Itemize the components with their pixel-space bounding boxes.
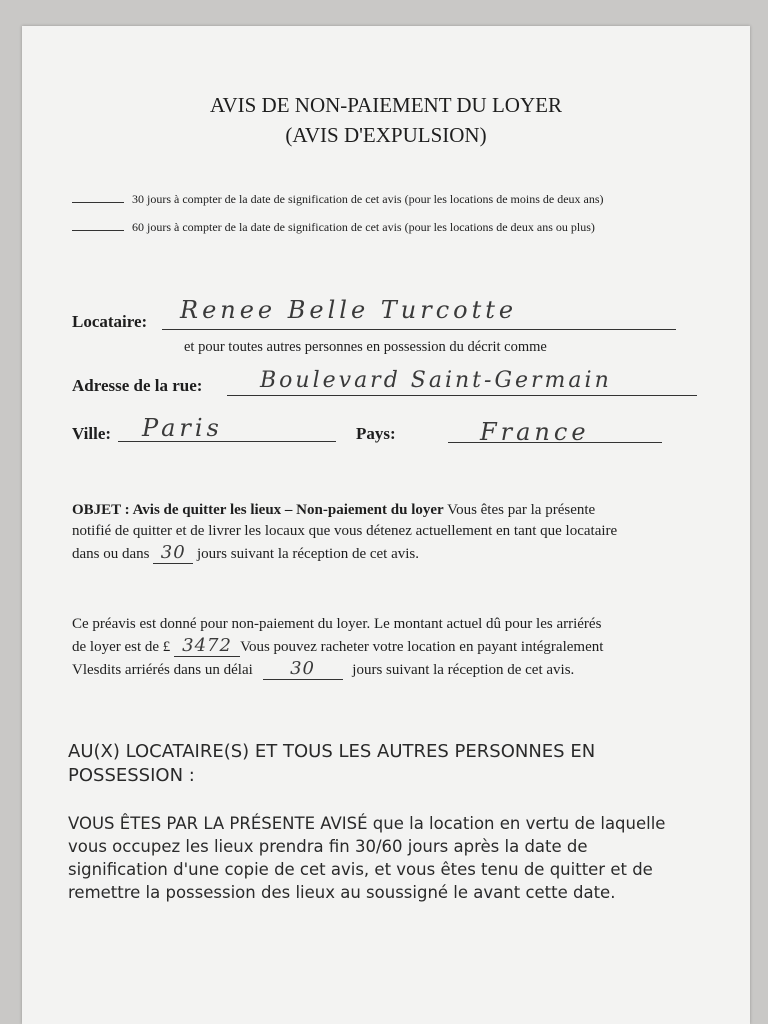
preavis-line1: Ce préavis est donné pour non-paiement du loyer. Le montant actuel dû pour les arriérés [72, 616, 602, 632]
adresse-underline [227, 394, 697, 396]
option-60-days [72, 220, 595, 235]
notice-body-line4: remettre la possession des lieux au soussigné le avant cette date. [68, 883, 616, 902]
locataire-label: Locataire: [72, 312, 148, 331]
objet-text3a: dans ou dans [72, 546, 150, 562]
preavis-amount-handwritten: 3472 [174, 635, 240, 657]
objet-days-handwritten: 30 [153, 542, 193, 564]
objet-text3b: jours suivant la réception de cet avis. [197, 546, 420, 562]
option-30-text: 30 jours à compter de la date de signification de cet avis (pour les locations de moins de deux ans) [132, 192, 604, 206]
preavis-days-handwritten: 30 [263, 658, 343, 680]
objet-text1: Vous êtes par la présente [443, 502, 596, 518]
notice-body [68, 812, 738, 904]
preavis-text2b: Vous pouvez racheter votre location en payant intégralement [240, 639, 604, 655]
objet-line2: notifié de quitter et de livrer les locaux que vous détenez actuellement en tant que locataire [72, 523, 618, 539]
option-30-days [72, 192, 604, 207]
preavis-paragraph [72, 614, 722, 681]
objet-paragraph [72, 500, 712, 565]
objet-line1 [72, 500, 712, 521]
document-title-line2: (AVIS D'EXPULSION) [285, 123, 487, 147]
option-30-blank [72, 202, 124, 203]
preavis-text2a: de loyer est de £ [72, 639, 171, 655]
ville-handwritten-value: Paris [142, 414, 223, 442]
ville-label: Ville: [72, 424, 112, 443]
notice-heading [68, 740, 728, 788]
option-60-text: 60 jours à compter de la date de signification de cet avis (pour les locations de deux ans ou plus) [132, 220, 595, 234]
locataire-handwritten-value: Renee Belle Turcotte [180, 296, 518, 324]
notice-body-line2: vous occupez les lieux prendra fin 30/60 jours après la date de [68, 837, 588, 856]
adresse-handwritten-value: Boulevard Saint-Germain [260, 368, 612, 393]
preavis-line3 [72, 658, 722, 681]
notice-heading-line1: AU(X) LOCATAIRE(S) ET TOUS LES AUTRES PERSONNES EN [68, 741, 596, 762]
objet-heading: OBJET : Avis de quitter les lieux – Non-paiement du loyer [72, 502, 444, 518]
adresse-label: Adresse de la rue: [72, 376, 203, 395]
preavis-text3a: Vlesdits arriérés dans un délai [72, 662, 253, 678]
pays-label: Pays: [356, 424, 396, 443]
document-title-line1: AVIS DE NON-PAIEMENT DU LOYER [210, 93, 562, 117]
option-60-blank [72, 230, 124, 231]
notice-body-line1: VOUS ÊTES PAR LA PRÉSENTE AVISÉ que la location en vertu de laquelle [68, 814, 666, 833]
document-page [22, 26, 750, 1024]
notice-body-line3: signification d'une copie de cet avis, et vous êtes tenu de quitter et de [68, 860, 653, 879]
preavis-line2 [72, 635, 722, 658]
preavis-text3b: jours suivant la réception de cet avis. [352, 662, 575, 678]
locataire-underline [162, 328, 676, 330]
pays-handwritten-value: France [480, 418, 590, 446]
notice-heading-line2: POSSESSION : [68, 765, 195, 786]
possession-note: et pour toutes autres personnes en possession du décrit comme [184, 339, 547, 355]
objet-line3 [72, 542, 712, 565]
